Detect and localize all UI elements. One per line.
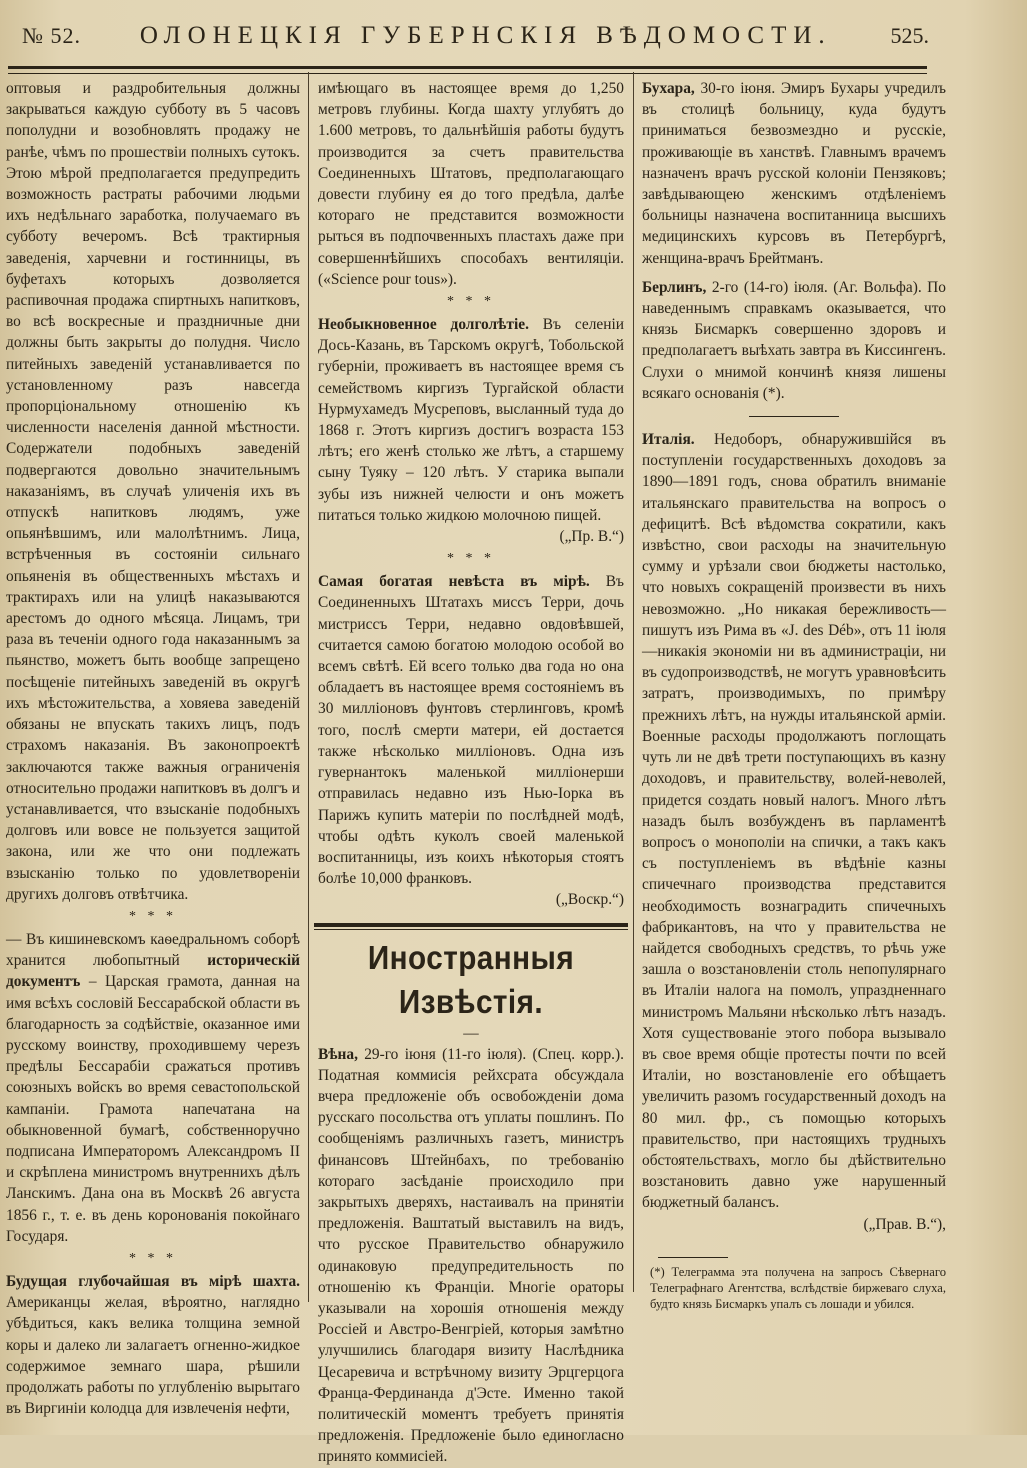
article-body: 2-го (14-го) іюля. (Аг. Вольфа). По наведеннымъ справкамъ оказывается, что князь Бисмаркъ совершенно здоровъ и предполагаетъ выѣхать завтра въ Киссингенъ. Слухи о мнимой кончинѣ князя лишены всякаго основанія (*).	[642, 278, 946, 402]
separator-stars: * * *	[129, 1250, 177, 1266]
article-body: Недоборъ, обнаружившійся въ поступленіи государственныхъ доходовъ за 1890—1891 годъ, снова обратилъ вниманіе итальянскаго правительства на вопросъ о дефицитѣ. Всѣ вѣдомства сократили, какъ извѣстно, свои расходы на значительную сумму и урѣзали свои бюджеты настолько, что новыхъ сокращеній произвести въ нихъ невозможно. „Но никакая бережливость— пишутъ изъ Рима въ «J. des Déb», отъ 11 іюля—никакія экономіи ни въ администраціи, ни въ судопроизводствѣ, не могутъ уравновѣсить затратъ, производимыхъ, по примѣру прежнихъ лѣтъ, на нужды итальянской арміи. Военные расходы продолжаютъ поглощать чуть ли не двѣ трети поступающихъ въ казну доходовъ, и правительству, волей-неволей, придется создать новый налогъ. Много лѣтъ назадъ былъ возбужденъ въ парламентѣ вопросъ о монополіи на спички, а такъ какъ съ поступленіемъ въ вѣдѣніе казны спичечнаго производства представится необходимость вознаградить спичечныхъ фабрикантовъ, на что у правительства не найдется свободныхъ средствъ, то рѣчь уже зашла о возстановленіи столь непопулярнаго въ Италіи налога на помолъ, упраздненнаго министромъ Мальяни нѣсколько лѣтъ назадъ. Хотя существованіе этого побора вызывало въ свое время общіе протесты почти по всей Италіи, но возстановленіе его обѣщаетъ увеличить разомъ государственный доходъ на 80 мил. фр., съ помощью которыхъ правительство, при настоящихъ трудныхъ обстоятельствахъ, могло бы дѣйствительно возстановить давно уже нарушенный бюджетный балансъ.	[642, 431, 946, 1212]
article-richest-bride	[318, 571, 624, 910]
article-body: Въ Соединенныхъ Штатахъ миссъ Терри, дочь мистриссъ Терри, недавно овдовѣвшей, считается самою богатою молодою особой во всемъ свѣтѣ. Ей всего только два года но она обладаетъ въ настоящее время состояніемъ въ 30 милліоновъ фунтовъ стерлинговъ, кромѣ того, послѣ смерти матери, ей достается также нѣсколько милліоновъ. Одна изъ гувернантокъ маленькой милліонерши отправилась недавно изъ Нью-Іорка въ Парижъ купить матеріи по послѣдней модѣ, чтобы одѣть куколъ своей маленькой воспитанницы, изъ коихъ нѣкоторыя стоятъ болѣе 10,000 франковъ.	[318, 573, 624, 888]
footnote-rule	[658, 1257, 728, 1258]
article-headline: Необыкновенное долголѣтіе.	[318, 316, 529, 334]
article-body: Американцы желая, вѣроятно, наглядно убѣдиться, какъ велика толщина земной коры и далеко ли залагаетъ огненно-жидкое содержимое земнаго шара, рѣшили продолжать работы по углубленію вырытаго въ Виргиніи колодца для извлеченія нефти,	[6, 1294, 300, 1418]
section-title-foreign-news: Иностранныя Извѣстія.	[367, 938, 575, 1020]
footnote-text: (*) Телеграмма эта получена на запросъ Сѣвернаго Телеграфнаго Агентства, вслѣдствіе биржеваго слуха, будто князь Бисмаркъ упалъ съ лошади и убился.	[650, 1264, 946, 1311]
section-dash: —	[463, 1024, 479, 1042]
article-headline: Бухара,	[642, 80, 695, 97]
page-header	[14, 22, 1017, 58]
article-divider	[749, 416, 839, 417]
newspaper-title: ОЛОНЕЦКІЯ ГУБЕРНСКІЯ ВѢДОМОСТИ.	[139, 22, 832, 49]
article-body: – Царская грамота, данная на имя всѣхъ сословій Бессарабской области въ благодарность за содѣйствіе, оказанное ими русскому воинству, проходившему черезъ предѣлы Бессарабіи сражаться противъ союзныхъ войскъ во время севастопольской кампаніи. Грамота напечатана на обыкновенной бумагѣ, собственноручно подписана Императоромъ Александромъ II и скрѣплена министромъ внутреннихъ дѣлъ Ланскимъ. Дана она въ Москвѣ 26 августа 1856 г., т. е. въ день коронованія покойнаго Государя.	[6, 973, 300, 1245]
column-2	[318, 78, 624, 1468]
footnote	[642, 1257, 946, 1312]
article-headline: историческій документъ	[6, 952, 300, 991]
separator-stars: * * *	[447, 551, 495, 567]
article-headline: Берлинъ,	[642, 278, 707, 296]
article-headline: Самая богатая невѣста въ мірѣ.	[318, 573, 590, 591]
section-rule	[314, 923, 628, 930]
article-headline: Будущая глубочайшая въ мірѣ шахта.	[6, 1272, 300, 1290]
column-1	[6, 78, 300, 1419]
article-alcohol-law: оптовыя и раздробительныя должны закрываться каждую субботу въ 5 часовъ пополудни и возобновлять продажу не ранѣе, чѣмъ по прошествіи полныхъ сутокъ. Этою мѣрой предполагается предупредить возможность растраты рабочими людьми ихъ недѣльнаго заработка, получаемаго въ субботу вечеромъ. Всѣ трактирныя заведенія, харчевни и гостинницы, въ буфетахъ которыхъ дозволяется распивочная продажа спиртныхъ напитковъ, во всѣ воскресные и праздничные дни должны быть закрыты до полудня. Число питейныхъ заведеній устанавливается по установленному разъ навсегда пропорціональному отношенію къ численности населенія данной мѣстности. Содержатели подобныхъ заведеній подвергаются довольно значительнымъ наказаніямъ, въ случаѣ уличенія ихъ въ отпускѣ напитковъ людямъ, уже опьянѣвшимъ, или малолѣтнимъ. Лица, встрѣченныя въ состояніи сильнаго опьяненія въ общественныхъ мѣстахъ и трактирахъ или на улицѣ наказываются арестомъ до одного мѣсяца. Лицамъ, три раза въ теченіи одного года наказаннымъ за пьянство, можетъ быть вообще запрещено посѣщеніе питейныхъ заведеній въ округѣ ихъ мѣстожительства, а ховяева заведеній обязаны не впускать такихъ лицъ, подъ страхомъ наказанія. Въ законопроектѣ заключаются также важныя ограниченія относительно продажи напитковъ въ долгъ и устанавливается, что взысканіе подобныхъ долговъ или вовсе не пользуется защитой закона, или же что они подлежать взысканію только по удовлетвореніи другихъ долговъ отвѣтчика.	[6, 80, 300, 903]
article-intro: — Въ кишиневскомъ каѳедральномъ соборѣ хранится любопытный	[6, 930, 300, 970]
article-body: 29-го іюня (11-го іюля). (Спец. корр.). Податная коммисія рейхсрата обсуждала вчера предложеніе объ освобожденіи дома русскаго посольства отъ уплаты пошлинъ. По сообщеніямъ различныхъ газетъ, министръ финансовъ Штейнбахъ, по требованію котораго засѣданіе происходило при закрытыхъ дверяхъ, настаивалъ на принятіи предложенія. Ваштатый выставилъ на видъ, что русское Правительство обнаружило одинаковую предупредительность по отношенію къ Франціи. Многіе ораторы указывали на хорошія отношенія между Россіей и Австро-Венгріей, которыя замѣтно улучшились благодаря визиту Наслѣдника Цесаревича и встрѣчному визиту Эрцгерцога Франца-Фердинанда д'Эсте. Именно такой политическій моментъ требуетъ принятія предложенія. Предложеніе было единогласно принято коммисіей.	[318, 1045, 624, 1466]
article-italy	[642, 429, 946, 1235]
article-body: 30-го іюня. Эмиръ Бухары учредилъ въ столицѣ больницу, куда будутъ приниматься безвозмездно и русскіе, проживающіе въ ханствѣ. Главнымъ врачемъ назначенъ врачъ русской колоніи Пензяковъ; завѣдывающею женскимъ отдѣленіемъ больницы назначена воспитанница высшихъ медицинскихъ курсовъ въ Петербургѣ, женщина-врачъ Брейтманъ.	[642, 80, 946, 267]
article-deepest-shaft	[6, 1271, 300, 1419]
separator-stars: * * *	[129, 908, 177, 924]
article-source: („Пр. В.“)	[559, 528, 624, 546]
article-source: („Воскр.“)	[555, 891, 624, 909]
article-vienna	[318, 1044, 624, 1468]
column-divider-1	[308, 72, 309, 1302]
article-headline: Вѣна,	[318, 1045, 358, 1063]
article-body: Въ селеніи Дось-Казань, въ Тарскомъ округѣ, Тобольской губерніи, проживаетъ въ настоящее время съ семействомъ киргизъ Тургайской области Нурмухамедъ Мусреповъ, высланный туда до 1868 г. Этотъ киргизъ достигъ возраста 153 лѣтъ; его женѣ столько же лѣтъ, а старшему сыну Туяку – 120 лѣтъ. У старика выпали зубы изъ нижней челюсти и онъ можетъ питаться только жидкою молочною пищей.	[318, 316, 625, 524]
column-divider-2	[633, 72, 634, 1292]
article-historical-document	[6, 929, 300, 1247]
separator-stars: * * *	[447, 294, 495, 310]
article-bukhara	[642, 78, 946, 269]
article-shaft-continued: имѣющаго въ настоящее время до 1,250 метровъ глубины. Когда шахту углубятъ до 1.600 метровъ, то дальнѣйшія работы будутъ производится за счетъ правительства Соединенныхъ Штатовъ, предполагающаго довести глубину ея до того предѣла, далѣе котораго не представится возможности рыться въ подпочвенныхъ пластахъ даже при совершеннѣйшихъ способахъ вентиляціи. («Science pour tous»).	[318, 80, 624, 288]
article-longevity	[318, 314, 624, 547]
column-3	[642, 78, 946, 1312]
page-number: 525.	[890, 23, 929, 48]
article-headline: Италія.	[642, 431, 695, 449]
header-rule	[8, 66, 927, 74]
issue-number: № 52.	[22, 23, 81, 48]
article-berlin	[642, 277, 946, 404]
article-source: („Прав. В.“),	[863, 1215, 946, 1233]
